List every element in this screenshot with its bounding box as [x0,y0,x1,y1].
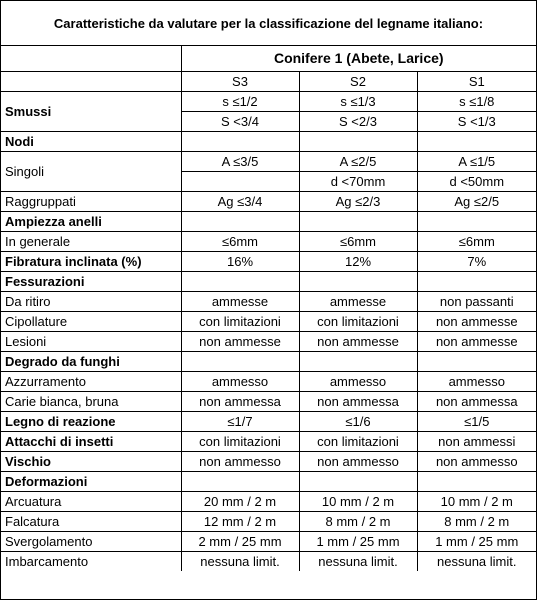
table-row [1,252,536,272]
value-cell: non ammesse [417,332,536,352]
section-row [1,352,536,372]
value-cell: s ≤1/8 [417,92,536,112]
class-s2-header: S2 [299,72,417,92]
section-label-degrado: Degrado da funghi [1,352,181,372]
value-cell: 10 mm / 2 m [417,492,536,512]
row-label-attacchi: Attacchi di insetti [1,432,181,452]
table-row [1,432,536,452]
value-cell: con limitazioni [299,312,417,332]
value-cell: 12% [299,252,417,272]
empty-cell [299,272,417,292]
empty-cell [181,212,299,232]
value-cell: 1 mm / 25 mm [299,532,417,552]
value-cell: con limitazioni [299,432,417,452]
value-cell: ammesso [181,372,299,392]
value-cell: S <1/3 [417,112,536,132]
row-label-in-generale: In generale [1,232,181,252]
row-label-legno-reazione: Legno di reazione [1,412,181,432]
section-row [1,212,536,232]
empty-cell [299,472,417,492]
table-row [1,512,536,532]
row-label-arcuatura: Arcuatura [1,492,181,512]
section-row [1,132,536,152]
empty-cell [181,352,299,372]
value-cell: 8 mm / 2 m [299,512,417,532]
value-cell: non ammessa [181,392,299,412]
value-cell: nessuna limit. [181,552,299,572]
value-cell: ≤1/6 [299,412,417,432]
row-label-falcatura: Falcatura [1,512,181,532]
table-row [1,292,536,312]
value-cell: ≤6mm [417,232,536,252]
empty-cell [181,132,299,152]
empty-cell [417,472,536,492]
value-cell: S <3/4 [181,112,299,132]
value-cell: 1 mm / 25 mm [417,532,536,552]
value-cell: 2 mm / 25 mm [181,532,299,552]
table-row [1,312,536,332]
table-row [1,392,536,412]
value-cell: nessuna limit. [417,552,536,572]
empty-cell [417,132,536,152]
section-label-nodi: Nodi [1,132,181,152]
value-cell: ammesse [299,292,417,312]
group-header-row [1,46,536,72]
table-row [1,452,536,472]
section-label-fessurazioni: Fessurazioni [1,272,181,292]
row-label-singoli: Singoli [1,152,181,192]
value-cell: non passanti [417,292,536,312]
value-cell: Ag ≤2/3 [299,192,417,212]
value-cell: ≤1/5 [417,412,536,432]
empty-cell [181,272,299,292]
table-row [1,232,536,252]
value-cell: non ammessi [417,432,536,452]
table-row [1,412,536,432]
value-cell: non ammesse [417,312,536,332]
section-row [1,272,536,292]
table-row [1,332,536,352]
class-s1-header: S1 [417,72,536,92]
table-title: Caratteristiche da valutare per la classificazione del legname italiano: [1,1,536,46]
row-label-azzurramento: Azzurramento [1,372,181,392]
value-cell: ammesso [299,372,417,392]
value-cell: 10 mm / 2 m [299,492,417,512]
value-cell: 20 mm / 2 m [181,492,299,512]
row-label-imbarcamento: Imbarcamento [1,552,181,572]
table-row [1,192,536,212]
value-cell: non ammesse [181,332,299,352]
empty-cell [299,132,417,152]
value-cell: non ammessa [417,392,536,412]
empty-cell [181,472,299,492]
table-row [1,372,536,392]
value-cell: s ≤1/2 [181,92,299,112]
value-cell: 12 mm / 2 m [181,512,299,532]
value-cell: d <50mm [417,172,536,192]
row-label-vischio: Vischio [1,452,181,472]
row-label-lesioni: Lesioni [1,332,181,352]
value-cell: 7% [417,252,536,272]
value-cell: ammesse [181,292,299,312]
table-row [1,552,536,572]
value-cell: s ≤1/3 [299,92,417,112]
value-cell: 8 mm / 2 m [417,512,536,532]
value-cell: A ≤2/5 [299,152,417,172]
row-label-cipollature: Cipollature [1,312,181,332]
row-label-carie: Carie bianca, bruna [1,392,181,412]
row-label-da-ritiro: Da ritiro [1,292,181,312]
value-cell: ≤6mm [299,232,417,252]
value-cell: non ammesso [417,452,536,472]
group-header: Conifere 1 (Abete, Larice) [181,46,536,72]
section-label-ampiezza: Ampiezza anelli [1,212,181,232]
section-label-deformazioni: Deformazioni [1,472,181,492]
value-cell: A ≤3/5 [181,152,299,172]
value-cell: non ammesso [181,452,299,472]
value-cell: non ammessa [299,392,417,412]
row-label-raggruppati: Raggruppati [1,192,181,212]
value-cell: Ag ≤3/4 [181,192,299,212]
value-cell: 16% [181,252,299,272]
value-cell: con limitazioni [181,432,299,452]
value-cell: d <70mm [299,172,417,192]
table-row [1,492,536,512]
empty-cell [417,212,536,232]
value-cell: non ammesse [299,332,417,352]
class-s3-header: S3 [181,72,299,92]
value-cell: con limitazioni [181,312,299,332]
section-row [1,472,536,492]
table-row [1,92,536,112]
value-cell: non ammesso [299,452,417,472]
value-cell: ammesso [417,372,536,392]
class-header-row [1,72,536,92]
empty-cell [1,72,181,92]
value-cell: nessuna limit. [299,552,417,572]
empty-cell [299,212,417,232]
value-cell: ≤1/7 [181,412,299,432]
empty-cell [299,352,417,372]
row-label-svergolamento: Svergolamento [1,532,181,552]
value-cell: S <2/3 [299,112,417,132]
table-row [1,532,536,552]
classification-table [1,46,536,571]
table-row [1,152,536,172]
row-label-smussi: Smussi [1,92,181,132]
value-cell: ≤6mm [181,232,299,252]
empty-cell [1,46,181,72]
value-cell [181,172,299,192]
value-cell: A ≤1/5 [417,152,536,172]
value-cell: Ag ≤2/5 [417,192,536,212]
row-label-fibratura: Fibratura inclinata (%) [1,252,181,272]
empty-cell [417,272,536,292]
empty-cell [417,352,536,372]
